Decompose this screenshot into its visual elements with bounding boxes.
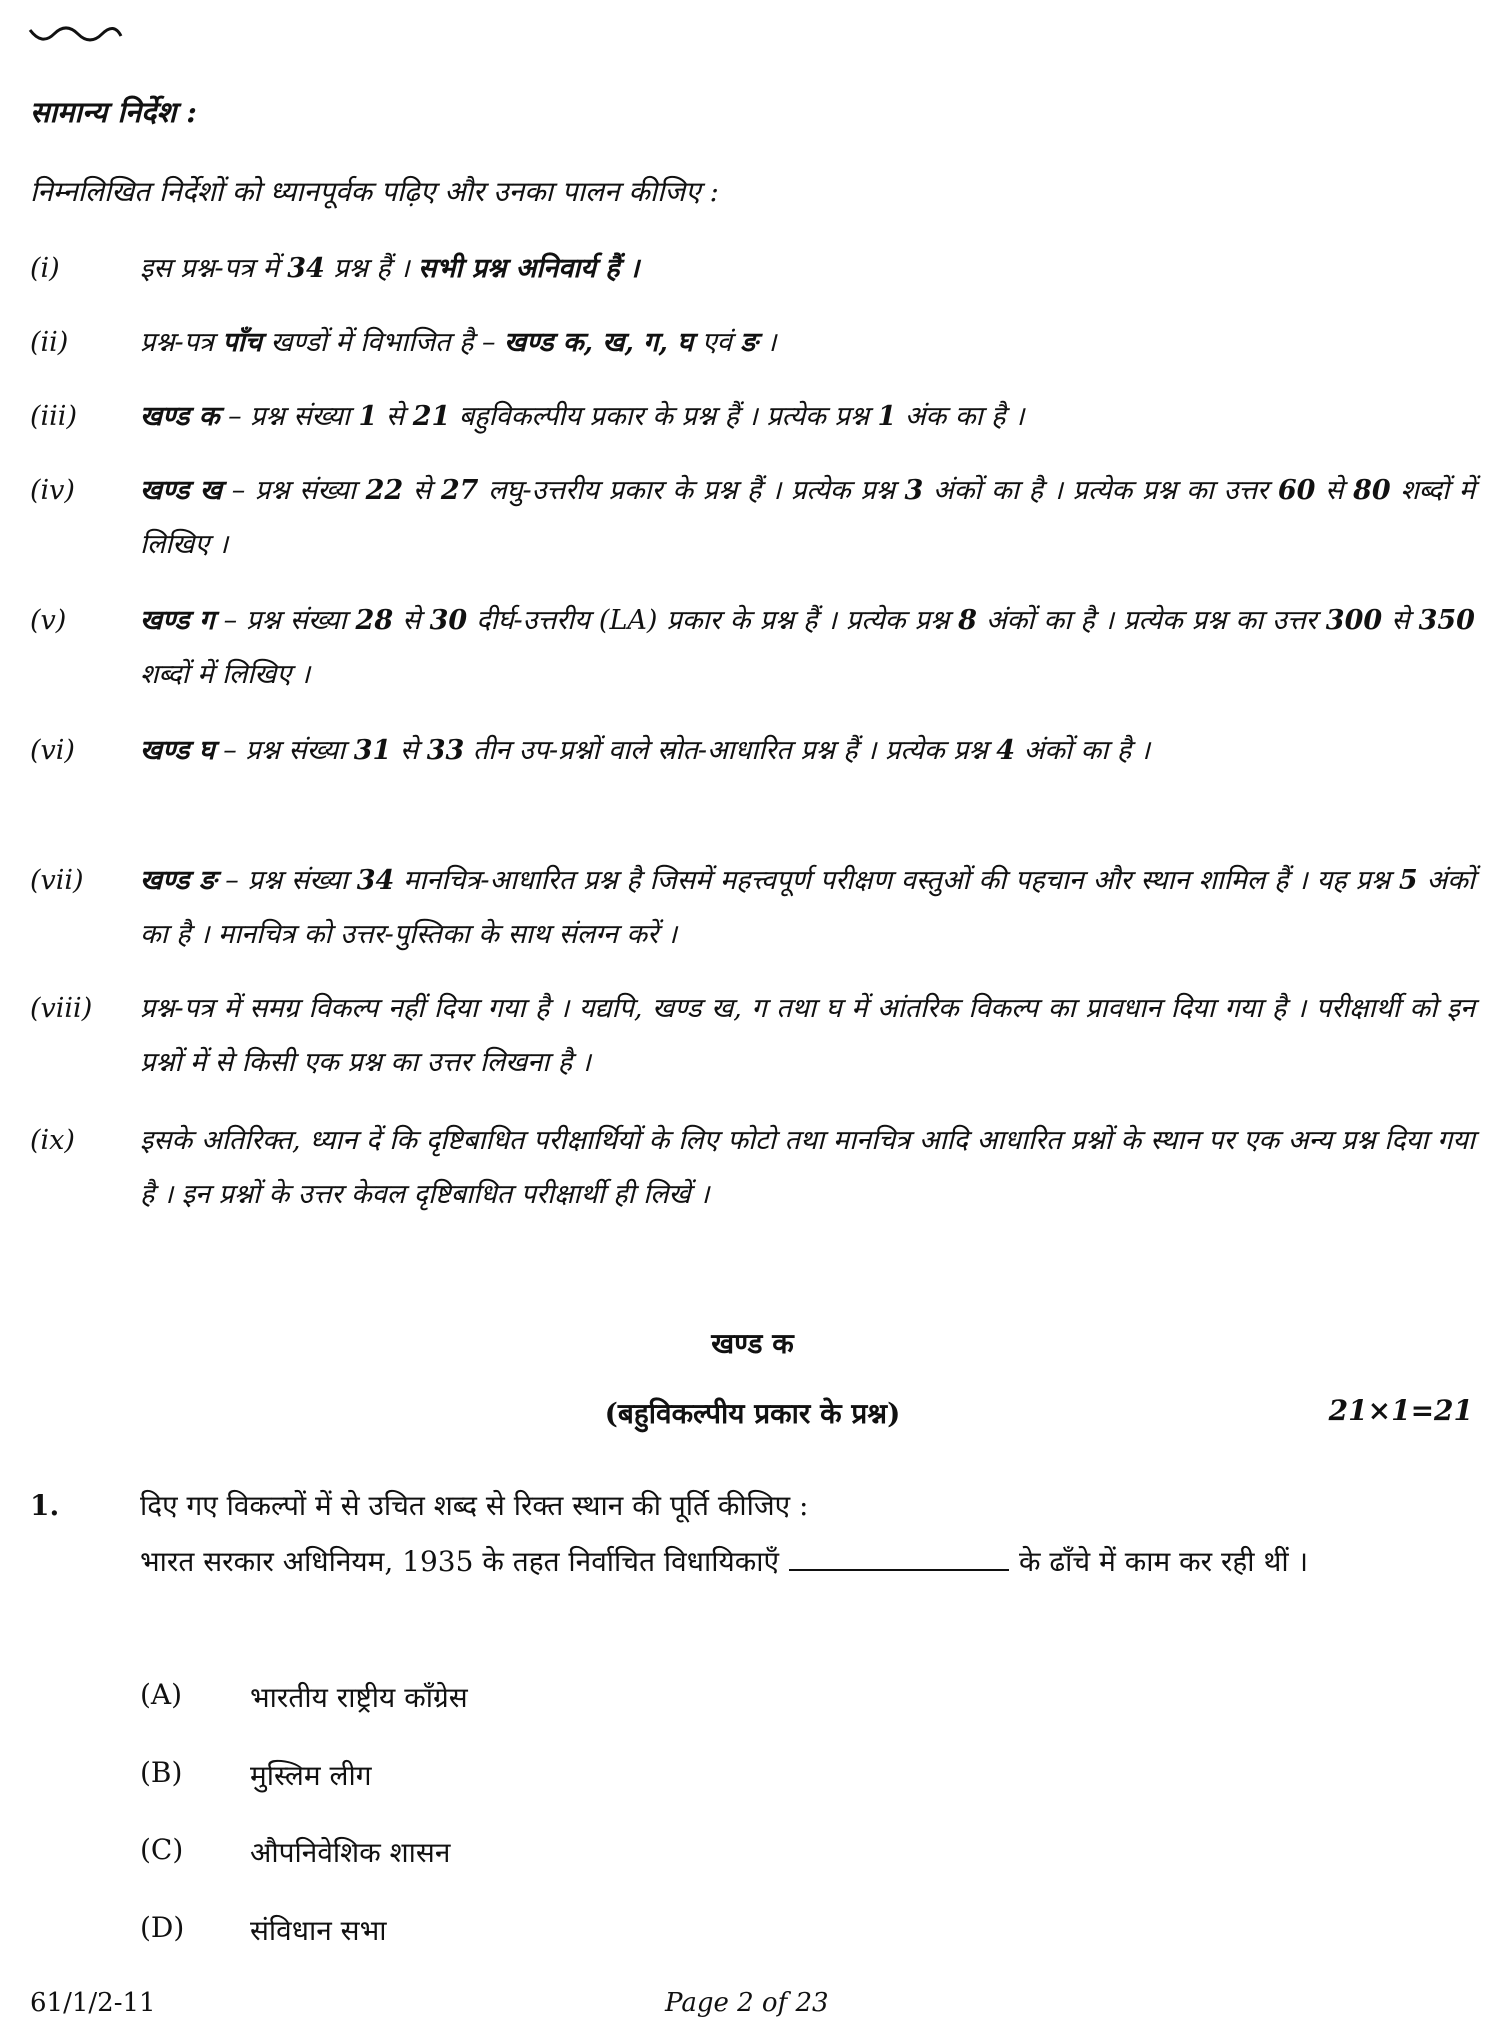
instruction-text-segment: अंकों का है । मानचित्र को उत्तर-पुस्तिका के साथ संलग्न करें । [140,865,1475,950]
instruction-text-segment: दीर्घ-उत्तरीय (LA) प्रकार के प्रश्न हैं । प्रत्येक प्रश्न [467,605,959,636]
question-prompt: दिए गए विकल्पों में से उचित शब्द से रिक्त स्थान की पूर्ति कीजिए : [140,1489,809,1522]
instruction-text-bold: 31 [353,735,392,766]
instruction-number: (iii) [30,401,77,432]
instruction-text [140,724,1475,778]
instruction-text-bold: 1 [358,401,378,432]
instruction-number: (vi) [30,735,75,766]
instruction-text-bold: खण्ड ग [140,605,215,636]
instruction-text-bold: 22 [365,475,404,506]
question-1 [30,1478,1475,1590]
wavy-line-decoration [28,22,123,46]
option-c [140,1833,450,1871]
instruction-item [30,854,1475,962]
option-label: (C) [140,1833,184,1866]
instruction-text-segment: से [403,475,441,506]
instruction-number: (iv) [30,475,75,506]
instruction-text-segment: – प्रश्न संख्या [219,401,359,432]
instruction-text-bold: 34 [356,865,395,896]
instruction-text-segment: एवं [693,327,741,358]
instruction-text-bold: सभी प्रश्न अनिवार्य हैं । [418,253,640,284]
instruction-text-segment: अंकों का है । [1015,735,1150,766]
instruction-text-segment: अंक का है । [896,401,1025,432]
instruction-text-segment: इस प्रश्न-पत्र में [140,253,288,284]
instruction-text [140,316,1475,370]
general-instructions-heading: सामान्य निर्देश : [30,95,197,129]
section-marks: 21×1=21 [1328,1394,1473,1427]
question-text-after-blank: के ढाँचे में काम कर रही थीं । [1018,1545,1309,1578]
instruction-text-segment: – प्रश्न संख्या [222,475,366,506]
instruction-text-segment: – प्रश्न संख्या [214,605,356,636]
instructions-intro: निम्नलिखित निर्देशों को ध्यानपूर्वक पढ़िए और उनका पालन कीजिए : [30,175,719,208]
question-number: 1. [30,1489,60,1522]
instruction-text-bold: ङ [740,327,758,358]
option-b [140,1756,372,1794]
question-text-before-blank: भारत सरकार अधिनियम, 1935 के तहत निर्वाचित विधायिकाएँ [140,1545,779,1578]
instruction-text-segment: खण्डों में विभाजित है – [261,327,505,358]
instruction-number: (v) [30,605,67,636]
option-d [140,1911,387,1949]
instruction-text [140,464,1475,572]
instruction-number: (ix) [30,1125,75,1156]
instruction-number: (i) [30,253,60,284]
instruction-text-bold: 5 [1398,865,1418,896]
instruction-text-segment: शब्दों में लिखिए । [140,659,311,690]
instruction-text-bold: 8 [958,605,977,636]
instruction-text-bold: 4 [996,735,1015,766]
instruction-text-segment: प्रश्न-पत्र में समग्र विकल्प नहीं दिया गया है । यद्यपि, खण्ड ख, ग तथा घ में आंतरिक विकल्प का प्रावधान दिया गया है । परीक्षार्थी को इन प्रश्नों में से किसी एक प्रश्न का उत्तर लिखना है । [140,993,1475,1078]
option-label: (D) [140,1911,185,1944]
instruction-text-bold: 300 [1325,605,1383,636]
instruction-item [30,724,1475,778]
instruction-text [140,1114,1475,1222]
instruction-text-bold: 80 [1353,475,1391,506]
page-number: Page 2 of 23 [665,1988,829,2018]
instruction-text-bold: 33 [426,735,465,766]
instruction-text-segment: । [757,327,777,358]
option-text: मुस्लिम लीग [250,1759,372,1792]
instruction-text [140,594,1475,702]
instruction-text-segment: प्रश्न-पत्र [140,327,223,358]
option-label: (B) [140,1756,183,1789]
instruction-text-segment: से [393,605,430,636]
instruction-text-bold: खण्ड ख [140,475,222,506]
instruction-text-segment: इसके अतिरिक्त, ध्यान दें कि दृष्टिबाधित परीक्षार्थियों के लिए फोटो तथा मानचित्र आदि आधारित प्रश्नों के स्थान पर एक अन्य प्रश्न दिया गया है । इन प्रश्नों के उत्तर केवल दृष्टिबाधित परीक्षार्थी ही लिखें । [140,1125,1475,1210]
instruction-item [30,464,1475,572]
instruction-text-bold: पाँच [222,327,262,358]
instruction-item [30,316,1475,370]
instruction-text-segment: से [391,735,427,766]
instruction-text-segment: बहुविकल्पीय प्रकार के प्रश्न हैं । प्रत्येक प्रश्न [450,401,878,432]
instruction-text [140,390,1475,444]
instruction-text-segment: से [1315,475,1354,506]
section-subtitle: (बहुविकल्पीय प्रकार के प्रश्न) [604,1397,901,1430]
instruction-item [30,242,1475,296]
section-title: खण्ड क [711,1327,794,1360]
instruction-text-segment: – प्रश्न संख्या [214,735,354,766]
instruction-text-bold: 30 [429,605,468,636]
instruction-text-segment: तीन उप-प्रश्नों वाले स्रोत-आधारित प्रश्न हैं । प्रत्येक प्रश्न [464,735,997,766]
instruction-item [30,1114,1475,1222]
instruction-item [30,390,1475,444]
instruction-text [140,854,1475,962]
option-text: संविधान सभा [250,1914,387,1947]
instruction-text-segment: से [377,401,413,432]
instruction-text-segment: मानचित्र-आधारित प्रश्न है जिसमें महत्त्वपूर्ण परीक्षण वस्तुओं की पहचान और स्थान शामिल हैं । यह प्रश्न [394,865,1399,896]
instruction-text-bold: 3 [904,475,924,506]
instruction-text-bold: खण्ड घ [140,735,215,766]
instruction-item [30,594,1475,702]
instruction-number: (ii) [30,327,69,358]
instruction-text [140,982,1475,1090]
instruction-number: (viii) [30,993,93,1024]
option-label: (A) [140,1678,183,1711]
instruction-text-segment: अंकों का है । प्रत्येक प्रश्न का उत्तर [923,475,1278,506]
instruction-text-bold: 21 [412,401,451,432]
instruction-text-segment: शब्दों में लिखिए । [140,475,1476,560]
instruction-number: (vii) [30,865,84,896]
instruction-text-bold: 34 [287,253,325,284]
instruction-text-bold: 350 [1418,605,1475,636]
option-text: औपनिवेशिक शासन [250,1836,451,1869]
instruction-text-bold: खण्ड क, ख, ग, घ [504,327,694,358]
instruction-text-bold: 60 [1277,475,1316,506]
instruction-text-bold: 27 [440,475,479,506]
fill-in-blank [789,1543,1009,1571]
instruction-text-segment: अंकों का है । प्रत्येक प्रश्न का उत्तर [976,605,1326,636]
instruction-text-segment: से [1382,605,1419,636]
option-a [140,1678,468,1716]
instruction-text-segment: – प्रश्न संख्या [216,865,357,896]
instruction-text-bold: 28 [355,605,394,636]
instruction-text-segment: प्रश्न हैं । [324,253,419,284]
option-text: भारतीय राष्ट्रीय काँग्रेस [250,1681,468,1714]
instruction-text-bold: खण्ड क [140,401,220,432]
paper-code: 61/1/2-11 [30,1988,156,2018]
instruction-text-bold: खण्ड ङ [140,865,217,896]
instruction-text [140,242,1475,296]
instruction-text-bold: 1 [877,401,897,432]
instruction-text-segment: लघु-उत्तरीय प्रकार के प्रश्न हैं । प्रत्येक प्रश्न [478,475,905,506]
instruction-item [30,982,1475,1090]
